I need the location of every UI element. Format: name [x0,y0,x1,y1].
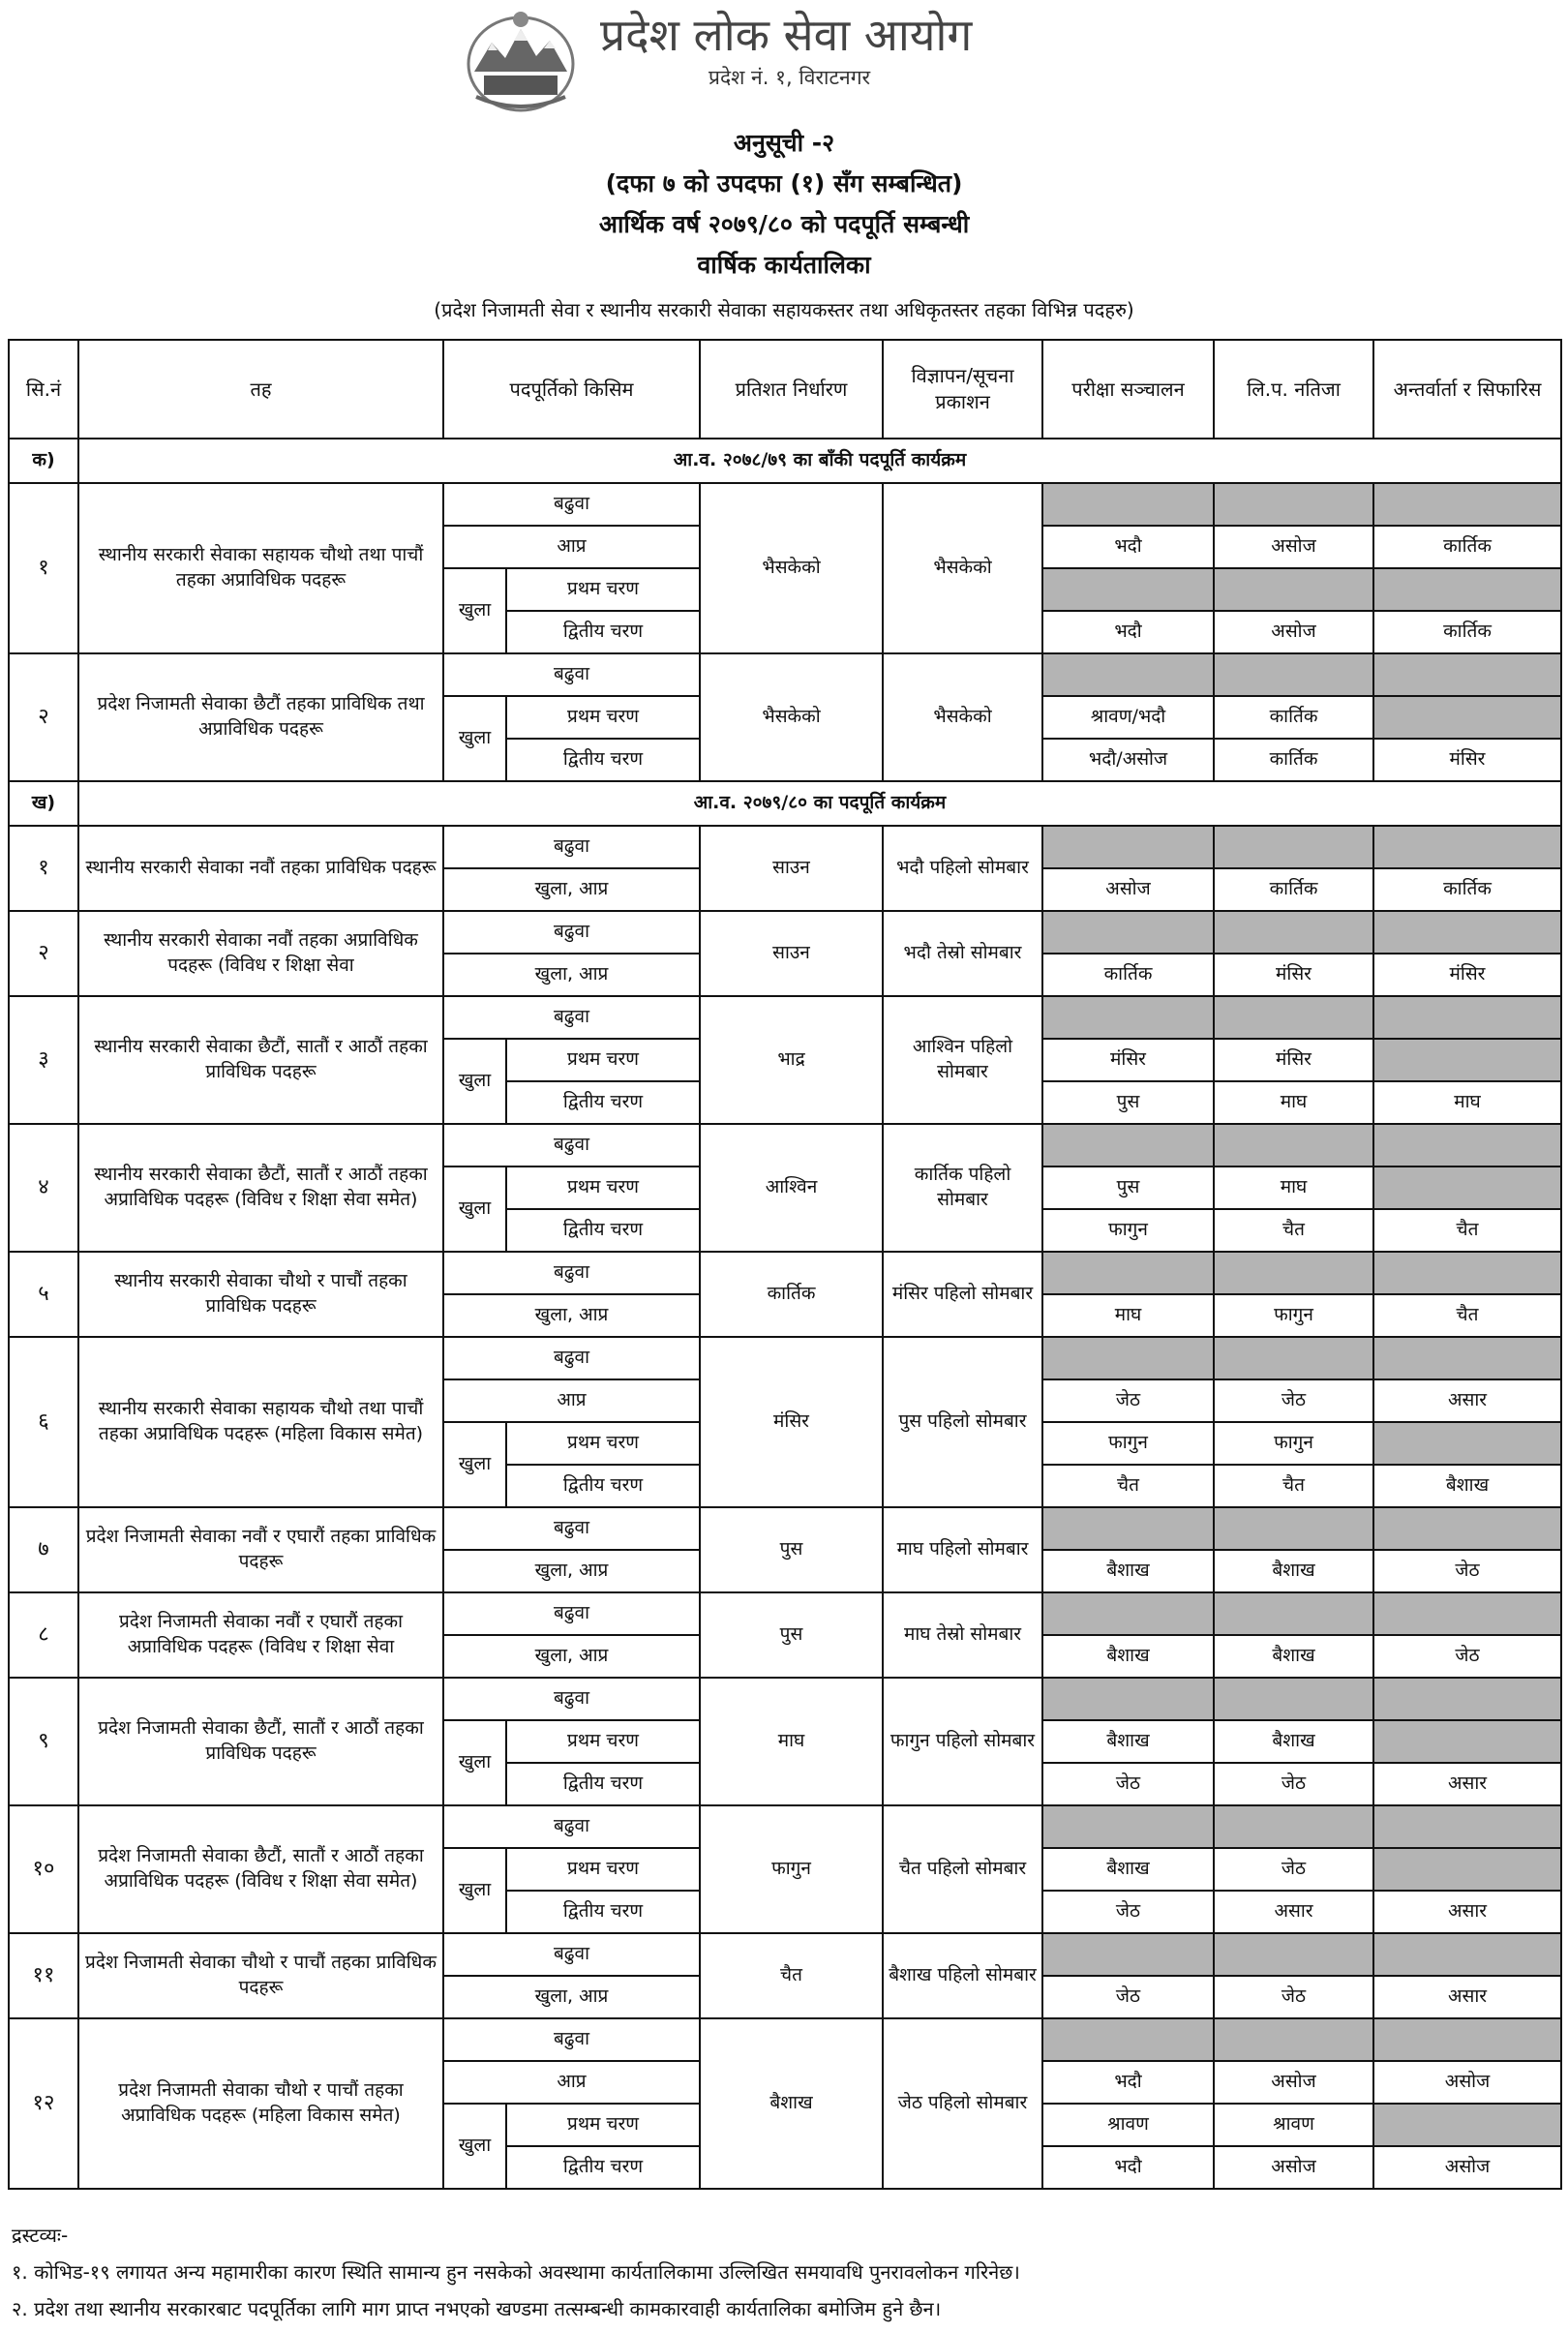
type-open-internal: खुला, आप्र [443,954,700,996]
interview-cell: जेठ [1373,1635,1561,1678]
result-cell: असोज [1214,611,1373,653]
row-level: स्थानीय सरकारी सेवाका नवौं तहका अप्राविधिक पदहरू (विविध र शिक्षा सेवा [78,911,443,996]
interview-cell: असोज [1373,2061,1561,2104]
shaded-cell [1214,826,1373,868]
exam-cell: फागुन [1042,1209,1214,1252]
row-percent: भाद्र [700,996,883,1124]
shaded-cell [1042,483,1214,526]
shaded-cell [1214,1252,1373,1294]
shaded-cell [1373,568,1561,611]
col-header-result: लि.प. नतिजा [1214,340,1373,439]
section-row [9,781,1561,826]
nepal-emblem-icon [463,8,579,114]
col-header-ad [883,340,1042,439]
exam-cell: श्रावण/भदौ [1042,696,1214,739]
row-level: स्थानीय सरकारी सेवाका सहायक चौथो तथा पाचौं तहका अप्राविधिक पदहरू [78,483,443,653]
type-second-phase: द्वितीय चरण [506,1763,700,1805]
interview-cell: मंसिर [1373,954,1561,996]
table-row [9,1337,1561,1379]
exam-cell: माघ [1042,1294,1214,1337]
table-row [9,1592,1561,1635]
shaded-cell [1042,1933,1214,1976]
exam-cell: श्रावण [1042,2104,1214,2146]
shaded-cell [1214,1124,1373,1166]
result-cell: मंसिर [1214,1039,1373,1081]
type-first-phase: प्रथम चरण [506,568,700,611]
result-cell: असोज [1214,2061,1373,2104]
document-header [0,0,1568,334]
result-cell: जेठ [1214,1848,1373,1891]
interview-cell: असोज [1373,2146,1561,2189]
exam-cell: बैशाख [1042,1550,1214,1592]
shaded-cell [1373,1422,1561,1465]
exam-cell: जेठ [1042,1379,1214,1422]
table-row [9,1678,1561,1720]
exam-cell: भदौ [1042,526,1214,568]
row-sn: ४ [9,1124,78,1252]
row-ad: कार्तिक पहिलो सोमबार [883,1124,1042,1252]
row-level: प्रदेश निजामती सेवाका छैटौं तहका प्राविधिक तथा अप्राविधिक पदहरू [78,653,443,781]
shaded-cell [1214,1678,1373,1720]
type-internal: आप्र [443,2061,700,2104]
result-cell: असोज [1214,2146,1373,2189]
result-cell: कार्तिक [1214,868,1373,911]
row-percent: साउन [700,826,883,911]
shaded-cell [1373,911,1561,954]
interview-cell: कार्तिक [1373,526,1561,568]
shaded-cell [1214,1933,1373,1976]
result-cell: जेठ [1214,1976,1373,2018]
row-level: प्रदेश निजामती सेवाका नवौं र एघारौं तहका अप्राविधिक पदहरू (विविध र शिक्षा सेवा [78,1592,443,1678]
col-header-sn: सि.नं [9,340,78,439]
row-sn: २ [9,911,78,996]
shaded-cell [1373,1848,1561,1891]
document-title: वार्षिक कार्यतालिका [697,251,871,279]
table-row [9,1507,1561,1550]
type-promotion: बढुवा [443,653,700,696]
interview-cell: असार [1373,1763,1561,1805]
row-ad: भदौ तेस्रो सोमबार [883,911,1042,996]
type-promotion: बढुवा [443,826,700,868]
recruitment-schedule-table [8,339,1562,2190]
shaded-cell [1042,1592,1214,1635]
row-level: प्रदेश निजामती सेवाका चौथो र पाचौं तहका प्राविधिक पदहरू [78,1933,443,2018]
type-second-phase: द्वितीय चरण [506,1465,700,1507]
table-row [9,1124,1561,1166]
row-percent: साउन [700,911,883,996]
shaded-cell [1373,696,1561,739]
section-title: आ.व. २०७९/८० का पदपूर्ति कार्यक्रम [78,781,1561,826]
table-header-row [9,340,1561,439]
type-promotion: बढुवा [443,1337,700,1379]
row-percent: पुस [700,1507,883,1592]
type-open-internal: खुला, आप्र [443,1635,700,1678]
row-percent: माघ [700,1678,883,1805]
result-cell: श्रावण [1214,2104,1373,2146]
shaded-cell [1214,653,1373,696]
col-header-ad-line2: प्रकाशन [935,390,990,413]
shaded-cell [1373,2104,1561,2146]
shaded-cell [1042,2018,1214,2061]
table-row [9,483,1561,526]
interview-cell: असार [1373,1976,1561,2018]
row-percent: पुस [700,1592,883,1678]
type-promotion: बढुवा [443,1592,700,1635]
interview-cell: असार [1373,1891,1561,1933]
result-cell: बैशाख [1214,1635,1373,1678]
col-header-exam: परीक्षा सञ्चालन [1042,340,1214,439]
type-promotion: बढुवा [443,996,700,1039]
shaded-cell [1042,653,1214,696]
exam-cell: जेठ [1042,1763,1214,1805]
row-percent: चैत [700,1933,883,2018]
type-promotion: बढुवा [443,1805,700,1848]
interview-cell: बैशाख [1373,1465,1561,1507]
row-percent: फागुन [700,1805,883,1933]
table-row [9,826,1561,868]
type-second-phase: द्वितीय चरण [506,1081,700,1124]
row-level: प्रदेश निजामती सेवाका छैटौं, सातौं र आठौं तहका अप्राविधिक पदहरू (विविध र शिक्षा सेवा समेत) [78,1805,443,1933]
exam-cell: पुस [1042,1166,1214,1209]
shaded-cell [1373,996,1561,1039]
shaded-cell [1214,1507,1373,1550]
type-open-internal: खुला, आप्र [443,1294,700,1337]
type-promotion: बढुवा [443,911,700,954]
type-open-internal: खुला, आप्र [443,1550,700,1592]
table-row [9,996,1561,1039]
col-header-percent: प्रतिशत निर्धारण [700,340,883,439]
exam-cell: भदौ/असोज [1042,739,1214,781]
exam-cell: जेठ [1042,1891,1214,1933]
result-cell: असार [1214,1891,1373,1933]
table-row [9,1805,1561,1848]
exam-cell: असोज [1042,868,1214,911]
exam-cell: भदौ [1042,2061,1214,2104]
row-ad: चैत पहिलो सोमबार [883,1805,1042,1933]
col-header-interview: अन्तर्वार्ता र सिफारिस [1373,340,1561,439]
exam-cell: भदौ [1042,2146,1214,2189]
row-ad: फागुन पहिलो सोमबार [883,1678,1042,1805]
exam-cell: बैशाख [1042,1635,1214,1678]
type-first-phase: प्रथम चरण [506,1720,700,1763]
row-level: स्थानीय सरकारी सेवाका छैटौं, सातौं र आठौं तहका प्राविधिक पदहरू [78,996,443,1124]
col-header-type: पदपूर्तिको किसिम [443,340,700,439]
exam-cell: मंसिर [1042,1039,1214,1081]
shaded-cell [1214,1805,1373,1848]
type-open: खुला [443,2104,506,2189]
type-first-phase: प्रथम चरण [506,696,700,739]
type-second-phase: द्वितीय चरण [506,1891,700,1933]
legal-reference: (दफा ७ को उपदफा (१) सँग सम्बन्धित) [605,169,963,197]
interview-cell: कार्तिक [1373,868,1561,911]
shaded-cell [1042,911,1214,954]
shaded-cell [1373,1039,1561,1081]
shaded-cell [1042,1678,1214,1720]
row-percent: बैशाख [700,2018,883,2189]
type-open: खुला [443,1166,506,1252]
row-ad: माघ तेस्रो सोमबार [883,1592,1042,1678]
result-cell: माघ [1214,1166,1373,1209]
table-row [9,911,1561,954]
shaded-cell [1042,568,1214,611]
interview-cell: चैत [1373,1209,1561,1252]
type-open: खुला [443,568,506,653]
exam-cell: बैशाख [1042,1720,1214,1763]
type-promotion: बढुवा [443,2018,700,2061]
type-first-phase: प्रथम चरण [506,1848,700,1891]
note-item: २. प्रदेश तथा स्थानीय सरकारबाट पदपूर्तिका लागि माग प्राप्त नभएको खण्डमा तत्सम्बन्धी कामकारवाही कार्यतालिका बमोजिम हुने छैन। [12,2297,942,2320]
exam-cell: फागुन [1042,1422,1214,1465]
shaded-cell [1373,1337,1561,1379]
shaded-cell [1214,2018,1373,2061]
col-header-level: तह [78,340,443,439]
type-promotion: बढुवा [443,1252,700,1294]
shaded-cell [1042,1252,1214,1294]
row-ad: माघ पहिलो सोमबार [883,1507,1042,1592]
row-level: स्थानीय सरकारी सेवाका सहायक चौथो तथा पाचौं तहका अप्राविधिक पदहरू (महिला विकास समेत) [78,1337,443,1507]
note-item: १. कोभिड-१९ लगायत अन्य महामारीका कारण स्थिति सामान्य हुन नसकेको अवस्थामा कार्यतालिकामा उल्लिखित समयावधि पुनरावलोकन गरिनेछ। [12,2260,1020,2284]
scope-note: (प्रदेश निजामती सेवा र स्थानीय सरकारी सेवाका सहायकस्तर तथा अधिकृतस्तर तहका विभिन्न पदहरु) [434,298,1134,321]
org-subtitle: प्रदेश नं. १, विराटनगर [709,66,871,89]
shaded-cell [1373,1720,1561,1763]
shaded-cell [1042,1507,1214,1550]
row-percent: भैसकेको [700,483,883,653]
exam-cell: जेठ [1042,1976,1214,2018]
shaded-cell [1373,2018,1561,2061]
type-first-phase: प्रथम चरण [506,1166,700,1209]
type-promotion: बढुवा [443,1933,700,1976]
result-cell: बैशाख [1214,1550,1373,1592]
shaded-cell [1373,1592,1561,1635]
result-cell: फागुन [1214,1422,1373,1465]
fiscal-year-heading: आर्थिक वर्ष २०७९/८० को पदपूर्ति सम्बन्धी [598,210,970,238]
type-open: खुला [443,1720,506,1805]
result-cell: बैशाख [1214,1720,1373,1763]
row-level: स्थानीय सरकारी सेवाका चौथो र पाचौं तहका प्राविधिक पदहरू [78,1252,443,1337]
result-cell: असोज [1214,526,1373,568]
row-sn: ५ [9,1252,78,1337]
table-row [9,1252,1561,1294]
schedule-number: अनुसूची -२ [733,129,835,157]
row-ad: भैसकेको [883,653,1042,781]
row-ad: मंसिर पहिलो सोमबार [883,1252,1042,1337]
row-sn: १२ [9,2018,78,2189]
type-second-phase: द्वितीय चरण [506,2146,700,2189]
type-open-internal: खुला, आप्र [443,1976,700,2018]
shaded-cell [1042,826,1214,868]
section-id: ख) [9,781,78,826]
table-row [9,1933,1561,1976]
row-sn: ८ [9,1592,78,1678]
row-sn: १ [9,483,78,653]
result-cell: चैत [1214,1465,1373,1507]
type-promotion: बढुवा [443,483,700,526]
org-title: प्रदेश लोक सेवा आयोग [600,9,973,61]
shaded-cell [1373,1166,1561,1209]
shaded-cell [1214,483,1373,526]
type-promotion: बढुवा [443,1124,700,1166]
row-ad: भैसकेको [883,483,1042,653]
shaded-cell [1214,1337,1373,1379]
result-cell: फागुन [1214,1294,1373,1337]
type-second-phase: द्वितीय चरण [506,739,700,781]
section-row [9,439,1561,483]
section-title: आ.व. २०७८/७९ का बाँकी पदपूर्ति कार्यक्रम [78,439,1561,483]
row-ad: आश्विन पहिलो सोमबार [883,996,1042,1124]
result-cell: चैत [1214,1209,1373,1252]
shaded-cell [1214,996,1373,1039]
row-sn: १० [9,1805,78,1933]
type-second-phase: द्वितीय चरण [506,1209,700,1252]
type-open: खुला [443,1039,506,1124]
row-level: स्थानीय सरकारी सेवाका नवौं तहका प्राविधिक पदहरू [78,826,443,911]
shaded-cell [1373,1678,1561,1720]
shaded-cell [1373,1933,1561,1976]
shaded-cell [1214,1592,1373,1635]
interview-cell: मंसिर [1373,739,1561,781]
row-level: प्रदेश निजामती सेवाका नवौं र एघारौं तहका प्राविधिक पदहरू [78,1507,443,1592]
shaded-cell [1373,653,1561,696]
row-sn: १ [9,826,78,911]
section-id: क) [9,439,78,483]
row-percent: मंसिर [700,1337,883,1507]
interview-cell: असार [1373,1379,1561,1422]
result-cell: कार्तिक [1214,696,1373,739]
exam-cell: भदौ [1042,611,1214,653]
row-sn: ११ [9,1933,78,2018]
notes-heading: द्रस्टव्यः- [12,2224,69,2247]
type-first-phase: प्रथम चरण [506,1422,700,1465]
type-open: खुला [443,1848,506,1933]
row-percent: भैसकेको [700,653,883,781]
row-percent: कार्तिक [700,1252,883,1337]
exam-cell: चैत [1042,1465,1214,1507]
exam-cell: कार्तिक [1042,954,1214,996]
row-sn: २ [9,653,78,781]
shaded-cell [1373,826,1561,868]
shaded-cell [1373,1805,1561,1848]
type-open: खुला [443,696,506,781]
type-open: खुला [443,1422,506,1507]
row-sn: ९ [9,1678,78,1805]
type-promotion: बढुवा [443,1507,700,1550]
row-ad: भदौ पहिलो सोमबार [883,826,1042,911]
shaded-cell [1373,1124,1561,1166]
result-cell: मंसिर [1214,954,1373,996]
row-ad: बैशाख पहिलो सोमबार [883,1933,1042,2018]
row-ad: जेठ पहिलो सोमबार [883,2018,1042,2189]
interview-cell: जेठ [1373,1550,1561,1592]
exam-cell: पुस [1042,1081,1214,1124]
shaded-cell [1042,1124,1214,1166]
type-first-phase: प्रथम चरण [506,1039,700,1081]
shaded-cell [1042,1337,1214,1379]
result-cell: जेठ [1214,1763,1373,1805]
interview-cell: माघ [1373,1081,1561,1124]
type-internal: आप्र [443,526,700,568]
row-sn: ७ [9,1507,78,1592]
row-level: स्थानीय सरकारी सेवाका छैटौं, सातौं र आठौं तहका अप्राविधिक पदहरू (विविध र शिक्षा सेवा समेत) [78,1124,443,1252]
shaded-cell [1042,996,1214,1039]
row-percent: आश्विन [700,1124,883,1252]
result-cell: जेठ [1214,1379,1373,1422]
shaded-cell [1214,911,1373,954]
result-cell: कार्तिक [1214,739,1373,781]
notes-section [12,2217,1560,2327]
type-first-phase: प्रथम चरण [506,2104,700,2146]
shaded-cell [1214,568,1373,611]
shaded-cell [1042,1805,1214,1848]
type-promotion: बढुवा [443,1678,700,1720]
row-sn: ३ [9,996,78,1124]
type-second-phase: द्वितीय चरण [506,611,700,653]
row-level: प्रदेश निजामती सेवाका चौथो र पाचौं तहका अप्राविधिक पदहरू (महिला विकास समेत) [78,2018,443,2189]
table-row [9,653,1561,696]
col-header-ad-line1: विज्ञापन/सूचना [911,364,1014,387]
shaded-cell [1373,1507,1561,1550]
type-internal: आप्र [443,1379,700,1422]
exam-cell: बैशाख [1042,1848,1214,1891]
shaded-cell [1373,483,1561,526]
result-cell: माघ [1214,1081,1373,1124]
shaded-cell [1373,1252,1561,1294]
row-ad: पुस पहिलो सोमबार [883,1337,1042,1507]
row-sn: ६ [9,1337,78,1507]
type-open-internal: खुला, आप्र [443,868,700,911]
row-level: प्रदेश निजामती सेवाका छैटौं, सातौं र आठौं तहका प्राविधिक पदहरू [78,1678,443,1805]
table-row [9,2018,1561,2061]
interview-cell: चैत [1373,1294,1561,1337]
interview-cell: कार्तिक [1373,611,1561,653]
